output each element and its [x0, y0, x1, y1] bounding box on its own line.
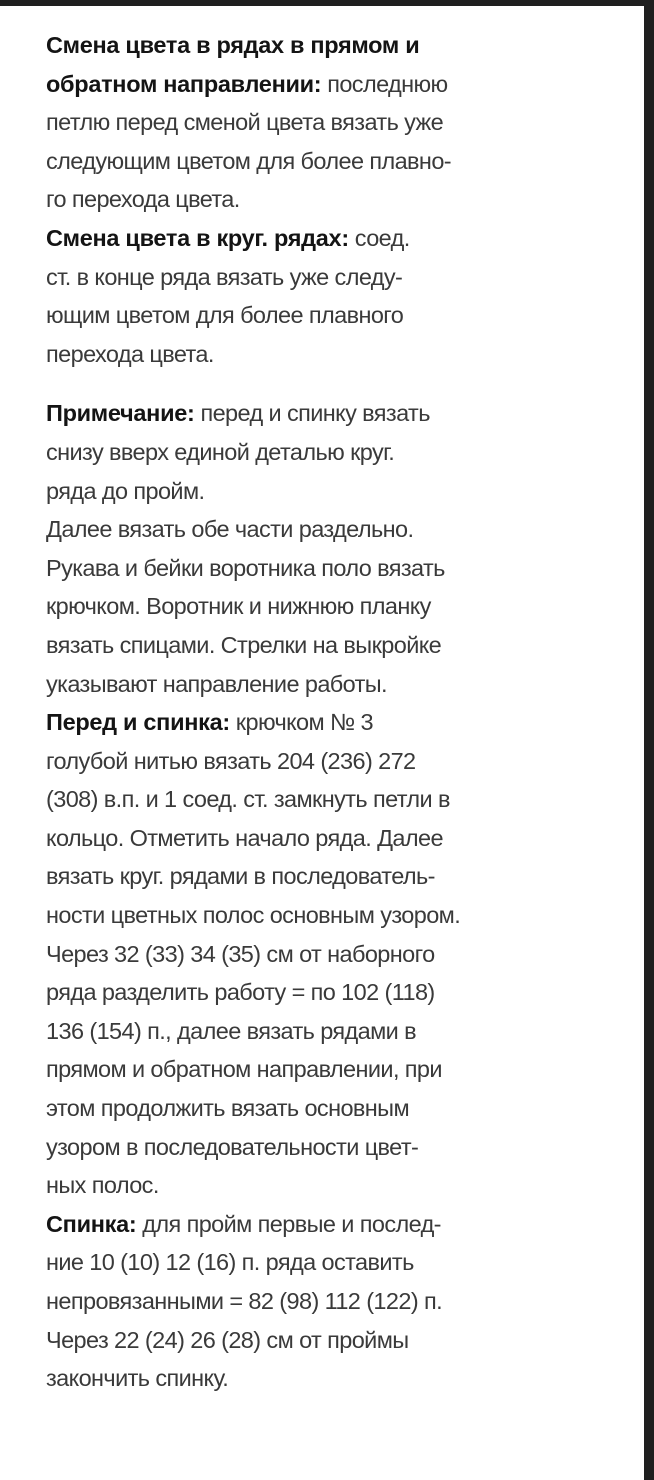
text-line: го перехода цвета. [46, 186, 240, 213]
text-line: прямом и обратном направлении, при [46, 1056, 442, 1083]
text-line: ние 10 (10) 12 (16) п. ряда оставить [46, 1249, 414, 1276]
note-paragraph [46, 394, 606, 703]
text-line: следующим цветом для более плавно- [46, 147, 452, 174]
text-line: Рукава и бейки воротника поло вязать [46, 554, 445, 581]
section-heading: Примечание: [46, 400, 195, 427]
back-paragraph [46, 1205, 606, 1398]
text-line: Спинка: для пройм первые и послед- [46, 1210, 441, 1237]
section-heading: Смена цвета в круг. рядах: [46, 224, 349, 251]
text-line: указывают направление работы. [46, 670, 387, 697]
text-line: петлю перед сменой цвета вязать уже [46, 109, 444, 136]
section-heading: Смена цвета в рядах в прямом и [46, 32, 420, 58]
text-line: снизу вверх единой деталью круг. [46, 438, 395, 465]
section-heading: обратном направлении: [46, 70, 322, 97]
text-line: вязать круг. рядами в последователь- [46, 863, 435, 890]
text-line: непровязанными = 82 (98) 112 (122) п. [46, 1288, 443, 1314]
text-line: кольцо. Отметить начало ряда. Далее [46, 824, 443, 851]
text-line: вязать спицами. Стрелки на выкройке [46, 631, 442, 658]
text-line [46, 26, 606, 65]
text-line: 136 (154) п., далее вязать рядами в [46, 1017, 417, 1044]
front-and-back-paragraph [46, 703, 606, 1205]
text-line: Смена цвета в круг. рядах: соед. [46, 224, 410, 251]
text-line: ности цветных полос основным узором. [46, 902, 461, 929]
text-line: узором в последовательности цвет- [46, 1133, 419, 1160]
text-line: ных полос. [46, 1172, 159, 1199]
text-line: ряда до пройм. [46, 477, 205, 504]
color-change-rows-paragraph [46, 26, 606, 219]
text-line: ст. в конце ряда вязать уже следу- [46, 263, 403, 290]
text-line: Перед и спинка: крючком № 3 [46, 709, 374, 736]
color-change-round-paragraph [46, 219, 606, 373]
text-line: перехода цвета. [46, 340, 214, 367]
text-line: закончить спинку. [46, 1365, 229, 1392]
text-line: Через 32 (33) 34 (35) см от наборного [46, 940, 435, 967]
section-heading: Спинка: [46, 1210, 137, 1237]
text-line: Далее вязать обе части раздельно. [46, 516, 414, 543]
top-border [0, 0, 654, 6]
text-line: обратном направлении: последнюю [46, 70, 448, 97]
text-line: (308) в.п. и 1 соед. ст. замкнуть петли в [46, 786, 450, 813]
text-line: Примечание: перед и спинку вязать [46, 400, 430, 427]
text-line: ющим цветом для более плавного [46, 302, 404, 329]
right-border [644, 0, 654, 1480]
section-heading: Перед и спинка: [46, 709, 230, 736]
instruction-text [46, 26, 606, 1398]
text-line: крючком. Воротник и нижнюю планку [46, 593, 431, 620]
text-line: этом продолжить вязать основным [46, 1095, 410, 1122]
text-line: голубой нитью вязать 204 (236) 272 [46, 747, 416, 774]
text-line: ряда разделить работу = по 102 (118) [46, 979, 435, 1006]
paragraph-gap [46, 373, 606, 394]
text-line: Через 22 (24) 26 (28) см от проймы [46, 1326, 409, 1353]
